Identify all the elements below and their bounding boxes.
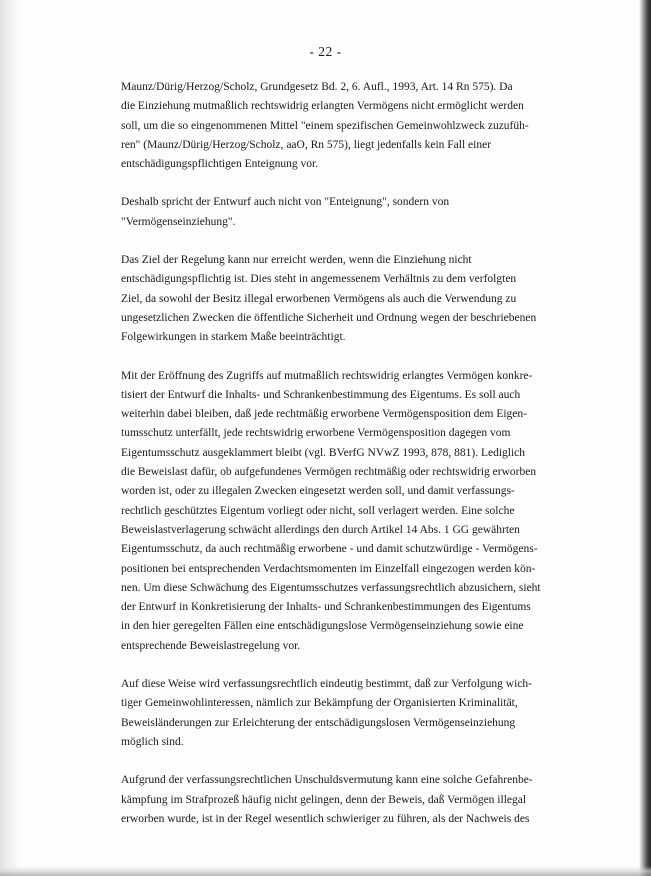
text-line: tumsschutz unterfällt, jede rechtswidrig erworbene Vermögensposition dagegen vom <box>121 427 511 440</box>
text-line: Beweisländerungen zur Erleichterung der entschädigungslosen Vermögenseinziehung <box>121 716 516 729</box>
text-line: die Einziehung mutmaßlich rechtswidrig erlangten Vermögens nicht ermöglicht werden <box>121 100 524 113</box>
text-line: "Vermögenseinziehung". <box>121 215 236 228</box>
text-line: kämpfung im Strafprozeß häufig nicht gelingen, denn der Beweis, daß Vermögen illegal <box>121 793 527 806</box>
text-line: Das Ziel der Regelung kann nur erreicht werden, wenn die Einziehung nicht <box>121 254 472 267</box>
text-line: Deshalb spricht der Entwurf auch nicht von "Enteignung", sondern von <box>121 196 450 209</box>
paragraph <box>121 251 557 347</box>
text-line: Eigentumsschutz ausgeklammert bleibt (vgl. BVerfG NVwZ 1993, 878, 881). Lediglich <box>121 446 526 459</box>
text-line: die Beweislast dafür, ob aufgefundenes Vermögen rechtmäßig oder rechtswidrig erworben <box>121 466 537 479</box>
text-line: Mit der Eröffnung des Zugriffs auf mutmaßlich rechtswidrig erlangtes Vermögen konkre- <box>121 369 533 382</box>
text-line: Eigentumsschutz, da auch rechtmäßig erworbene - und damit schutzwürdige - Vermögens- <box>121 543 538 556</box>
text-line: ren" (Maunz/Dürig/Herzog/Scholz, aaO, Rn 575), liegt jedenfalls kein Fall einer <box>121 138 492 151</box>
text-line: worden ist, oder zu illegalen Zwecken eingesetzt werden soll, und damit verfassungs- <box>121 485 515 498</box>
scan-edge-bottom <box>0 866 651 876</box>
body-text <box>121 78 557 848</box>
text-line: Ziel, da sowohl der Besitz illegal erworbenen Vermögens als auch die Verwendung zu <box>121 292 517 305</box>
text-line: Aufgrund der verfassungsrechtlichen Unschuldsvermutung kann eine solche Gefahrenbe- <box>121 774 533 787</box>
text-line: entschädigungspflichtig ist. Dies steht in angemessenem Verhältnis zu dem verfolgten <box>121 273 517 286</box>
paragraph <box>121 675 557 752</box>
paragraph <box>121 78 557 174</box>
text-line: weiterhin dabei bleiben, daß jede rechtmäßig erworbene Vermögensposition dem Eigen- <box>121 408 527 421</box>
text-line: entschädigungspflichtigen Enteignung vor. <box>121 158 319 171</box>
text-line: soll, um die so eingenommenen Mittel "einem spezifischen Gemeinwohlzweck zuzufüh- <box>121 119 529 132</box>
text-line: tisiert der Entwurf die Inhalts- und Schrankenbestimmung des Eigentums. Es soll auch <box>121 388 521 401</box>
text-line: möglich sind. <box>121 735 184 748</box>
text-line: der Entwurf in Konkretisierung der Inhalts- und Schrankenbestimmungen des Eigentums <box>121 601 531 614</box>
text-line: Maunz/Dürig/Herzog/Scholz, Grundgesetz Bd. 2, 6. Aufl., 1993, Art. 14 Rn 575). Da <box>121 81 513 93</box>
text-line: in den hier geregelten Fällen eine entschädigungslose Vermögenseinziehung sowie eine <box>121 620 524 633</box>
paragraph <box>121 193 557 232</box>
text-line: ungesetzlichen Zwecken die öffentliche Sicherheit und Ordnung wegen der beschriebenen <box>121 311 537 324</box>
paragraph <box>121 367 557 656</box>
text-line: positionen bei entsprechenden Verdachtsmomenten im Einzelfall eingezogen werden kön- <box>121 562 536 575</box>
text-line: Auf diese Weise wird verfassungsrechtlich eindeutig bestimmt, daß zur Verfolgung wich- <box>121 678 532 691</box>
paragraph <box>121 771 557 829</box>
text-line: nen. Um diese Schwächung des Eigentumsschutzes verfassungsrechtlich abzusichern, sieht <box>121 581 541 594</box>
text-line: Folgewirkungen in starkem Maße beeinträchtigt. <box>121 331 346 344</box>
page-number: - 22 - <box>309 44 342 59</box>
text-line: entsprechende Beweislastregelung vor. <box>121 639 301 652</box>
scan-edge-left <box>0 0 22 876</box>
text-line: tiger Gemeinwohlinteressen, nämlich zur Bekämpfung der Organisierten Kriminalität, <box>121 697 518 710</box>
text-line: erworben wurde, ist in der Regel wesentlich schwieriger zu führen, als der Nachweis des <box>121 812 530 825</box>
text-line: rechtlich geschütztes Eigentum vorliegt oder nicht, soll verlagert werden. Eine solche <box>121 504 515 517</box>
scan-edge-right <box>639 0 651 876</box>
text-line: Beweislastverlagerung schwächt allerdings den durch Artikel 14 Abs. 1 GG gewährten <box>121 523 520 536</box>
